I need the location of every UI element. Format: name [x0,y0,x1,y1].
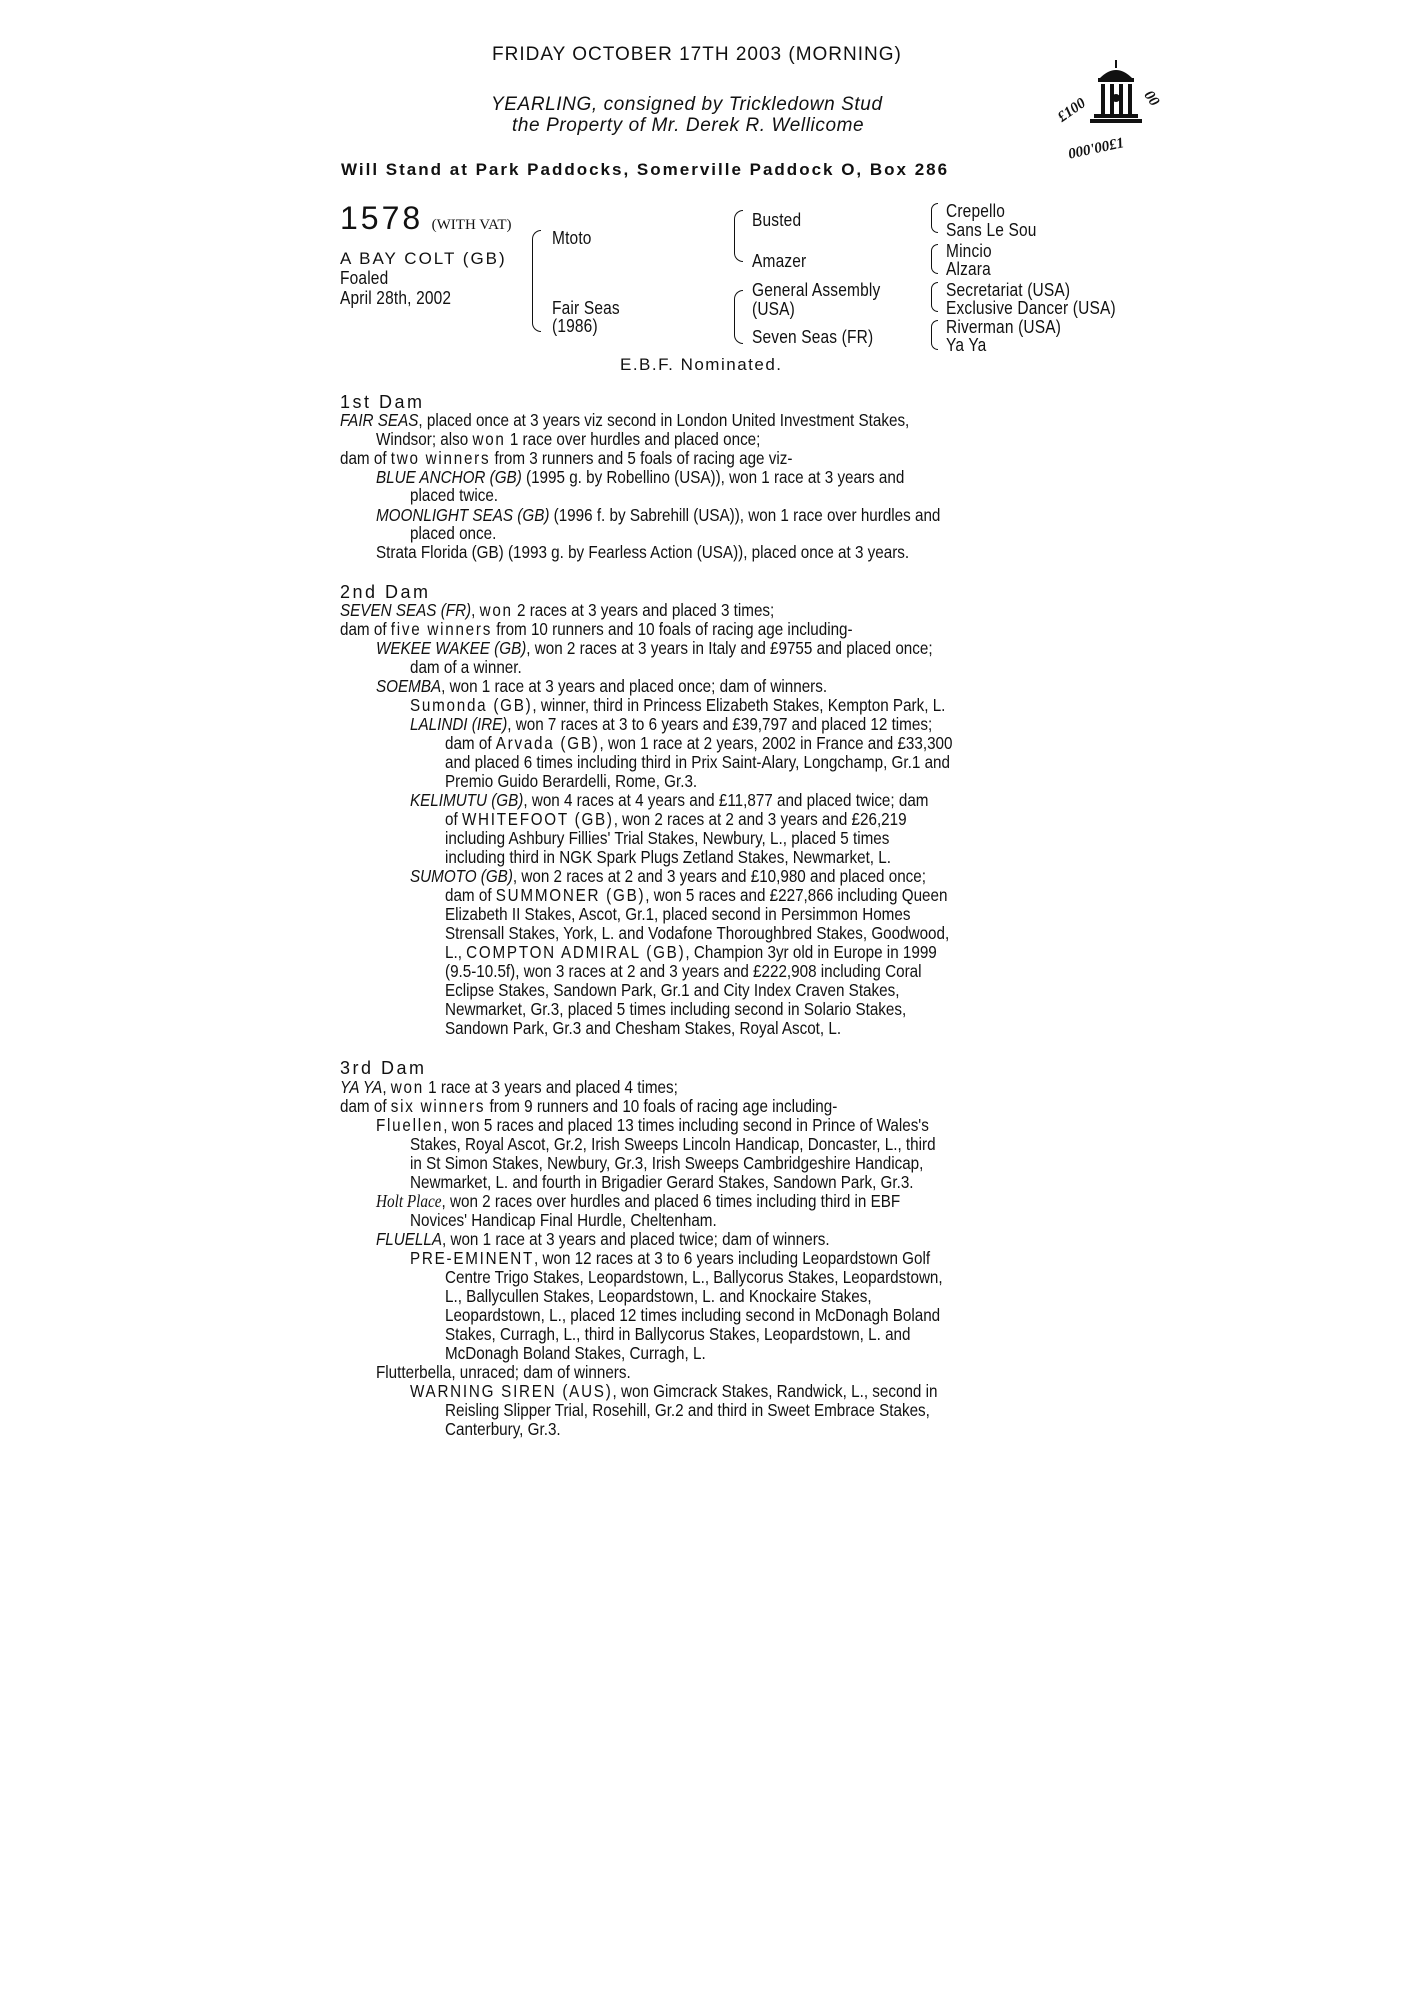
text-run: dam of [445,733,496,753]
text-run: Leopardstown, [445,1305,550,1325]
dam-year: (1986) [552,316,598,336]
text-run: dam of a winner. [410,657,522,677]
text-run: , won 2 races at 3 years in Italy and £9755 and placed once; [526,638,933,658]
text-run: and Chesham Stakes, Royal Ascot, [581,1018,829,1038]
consignor-line: YEARLING, consigned by Trickledown Stud [491,94,883,115]
text-run: SUMOTO (GB) [410,866,513,886]
text-run: SEVEN SEAS (FR) [340,600,472,620]
produce-record [445,1401,930,1420]
text-run: , Irish Sweeps Lincoln Handicap, Doncaster, [582,1134,885,1154]
text-run: Canterbury, [445,1419,528,1439]
text-run: including third in NGK Spark Plugs Zetland Stakes, Newmarket, [445,847,879,867]
text-run: from 3 runners and 5 foals of racing age viz- [490,448,793,468]
text-run: Fluellen [376,1115,444,1135]
text-run: won [390,1077,424,1097]
text-run: Sandown Park, [445,1018,553,1038]
third-dam-title: 3rd Dam [340,1058,427,1078]
text-run: Gr.1 [625,904,655,924]
produce-record [445,924,949,943]
produce-record [410,1173,914,1192]
text-run: 2 races at 3 years and placed 3 times; [512,600,775,620]
produce-record [445,886,947,905]
text-run: five winners [390,619,493,639]
produce-record [376,543,909,562]
text-run: , Ballycullen Stakes, Leopardstown, [457,1286,703,1306]
text-run: , placed 12 times including second in McDonagh Boland [561,1305,941,1325]
produce-record [410,1135,936,1154]
text-run: Gr.3 [527,1419,557,1439]
first-dam-line [340,449,792,468]
produce-record [410,524,496,543]
text-run: and third in Sweet Embrace Stakes, [683,1400,930,1420]
text-run: COMPTON ADMIRAL (GB) [466,942,686,962]
lot-number-block [340,200,512,237]
text-run: L. [868,1324,881,1344]
produce-record [445,734,952,753]
produce-record [445,981,899,1000]
text-run: Gr.3 [530,999,560,1019]
sales-logo [1050,58,1180,160]
text-run: MOONLIGHT SEAS (GB) [376,505,550,525]
text-run: Strensall Stakes, York, [445,923,602,943]
produce-record [445,753,950,772]
produce-record [445,1287,872,1306]
text-run: FAIR SEAS [340,410,419,430]
text-run: WHITEFOOT (GB) [461,809,614,829]
text-run: (1996 f. by Sabrehill (USA)), won 1 race over hurdles and [549,505,941,525]
third-dam-line [340,1097,837,1116]
text-run: , Ballycorus Stakes, Leopardstown, [704,1267,943,1287]
produce-record [445,1306,940,1325]
produce-record [410,867,926,886]
text-run: two winners [390,448,491,468]
grandsire-7: Riverman (USA) [946,317,1062,337]
text-run: L. [878,847,891,867]
text-run: L. [884,1134,898,1154]
dam-sire-line1: General Assembly [752,280,881,300]
text-run: BLUE ANCHOR (GB) [376,467,522,487]
sire-sire: Busted [752,210,802,230]
grandsire-1: Crepello [946,201,1006,221]
text-run: dam of [340,448,391,468]
text-run: L. [495,1172,509,1192]
text-run: , won 1 race at 3 years and placed twice; dam of winners. [442,1229,830,1249]
pedigree-brace [931,282,938,312]
text-run: L. [828,1018,842,1038]
text-run: from 10 runners and 10 foals of racing age including- [492,619,853,639]
vat-note: (WITH VAT) [431,217,512,233]
produce-record [445,1325,910,1344]
text-run: . [909,1172,914,1192]
first-dam-title: 1st Dam [340,392,425,412]
text-run: Novices' Handicap Final Hurdle, Cheltenham. [410,1210,717,1230]
text-run: WARNING SIREN (AUS) [410,1381,613,1401]
text-run: won [479,600,513,620]
foaled-label: Foaled [340,268,389,288]
text-run: Gr.3 [880,1172,910,1192]
text-run: dam of [340,1096,391,1116]
grandsire-3: Mincio [946,241,992,261]
text-run: , won 5 races and £227,866 including Queen [645,885,948,905]
produce-record [410,1154,923,1173]
lot-number: 1578 [340,200,424,236]
text-run: and [920,752,950,772]
text-run: L. [445,942,458,962]
text-run: Gr.2 [654,1400,684,1420]
produce-record [376,677,827,696]
text-run: dam of [340,619,391,639]
text-run: Gr.3 [664,771,693,791]
birth-date: April 28th, 2002 [340,288,452,308]
text-run: L. [702,1286,716,1306]
text-run: , third [897,1134,936,1154]
text-run: and [880,1324,911,1344]
grandsire-8: Ya Ya [946,335,987,355]
text-run: in St Simon Stakes, Newbury, [410,1153,615,1173]
text-run: SUMMONER (GB) [495,885,646,905]
text-run: , won 1 race at 3 years and placed once; dam of winners. [441,676,828,696]
text-run: , won 5 races and placed 13 times including second in Prince of Wales's [443,1115,929,1135]
text-run: Eclipse Stakes, Sandown Park, [445,980,661,1000]
produce-record [445,848,891,867]
text-run: Gr.1 [891,752,921,772]
produce-record [445,1000,906,1019]
grandsire-6: Exclusive Dancer (USA) [946,298,1116,318]
third-dam-section [340,1078,1100,1458]
text-run: Reisling Slipper Trial, Rosehill, [445,1400,655,1420]
dam-sire-line2: (USA) [752,299,795,319]
text-run: and Knockaire Stakes, [715,1286,872,1306]
produce-record [376,1116,929,1135]
text-run: from 9 runners and 10 foals of racing age including- [485,1096,838,1116]
pedigree-brace [734,290,743,344]
text-run: , placed 5 times including second in Solario Stakes, [559,999,907,1019]
text-run: six winners [390,1096,486,1116]
text-run: placed once. [410,523,497,543]
text-run: Stakes, Royal Ascot, [410,1134,554,1154]
dam-dam: Seven Seas (FR) [752,327,874,347]
text-run: L. [770,828,783,848]
second-dam-line [340,601,774,620]
text-run: L. [692,1267,705,1287]
text-run: KELIMUTU (GB) [410,790,524,810]
text-run: L. [563,1324,577,1344]
text-run: Centre Trigo Stakes, Leopardstown, [445,1267,693,1287]
text-run: and City Index Craven Stakes, [689,980,900,1000]
text-run: , placed once at 3 years viz second in London United Investment Stakes, [418,410,910,430]
svg-text:000'00£1: 000'00£1 [1066,135,1126,160]
produce-record [445,905,910,924]
text-run: LALINDI (IRE) [410,714,508,734]
pedigree-brace [532,230,541,332]
svg-text:£100: £100 [1055,95,1089,126]
text-run: , Champion 3yr old in Europe in 1999 [685,942,937,962]
text-run: Holt Place [376,1191,442,1211]
text-run: Gr.1 [660,980,690,1000]
owner-line: the Property of Mr. Derek R. Wellicome [512,115,865,136]
text-run: WEKEE WAKEE (GB) [376,638,527,658]
text-run: YA YA [340,1077,383,1097]
grandsire-2: Sans Le Sou [946,220,1037,240]
text-run: , placed 5 times [782,828,890,848]
produce-record [410,696,945,715]
produce-record [445,1420,561,1439]
text-run: 1 race over hurdles and placed once; [505,429,761,449]
text-run: Sumonda (GB) [410,695,533,715]
text-run: , winner, third in Princess Elizabeth Stakes, Kempton Park, [532,695,933,715]
produce-record [445,810,907,829]
lot-description: A BAY COLT (GB) [340,249,507,268]
produce-record [410,1211,717,1230]
produce-record [410,486,498,505]
text-run: and placed 6 times including third in Prix Saint-Alary, Longchamp, [445,752,892,772]
produce-record [445,1344,706,1363]
third-dam-line [340,1078,678,1097]
dam-name: Fair Seas [552,298,620,318]
grandsire-4: Alzara [946,259,991,279]
text-run: , [457,942,467,962]
text-run: Elizabeth II Stakes, Ascot, [445,904,626,924]
text-run: SOEMBA [376,676,442,696]
produce-record [445,1268,943,1287]
text-run: (9.5-10.5f), won 3 races at 2 and 3 years and £222,908 including Coral [445,961,922,981]
stand-location: Will Stand at Park Paddocks, Somerville Paddock O, Box 286 [341,160,950,179]
sire-dam: Amazer [752,251,807,271]
text-run: Flutterbella, unraced; dam of winners. [376,1362,631,1382]
text-run: , won Gimcrack Stakes, Randwick, [612,1381,852,1401]
text-run: Stakes, Curragh, [445,1324,564,1344]
produce-record [410,658,522,677]
text-run: and fourth in Brigadier Gerard Stakes, Sandown Park, [508,1172,881,1192]
text-run: L. [445,1286,458,1306]
second-dam-title: 2nd Dam [340,582,431,602]
text-run: PRE-EMINENT [410,1248,535,1268]
pedigree-brace [931,203,938,233]
text-run: Gr.2 [553,1134,583,1154]
text-run: , placed second in Persimmon Homes [654,904,911,924]
rotunda-icon [1050,58,1180,160]
produce-record [376,1230,830,1249]
text-run: . [556,1419,561,1439]
text-run: of [445,809,462,829]
produce-record [410,1249,930,1268]
first-dam-line [340,411,909,430]
text-run: L. [851,1381,864,1401]
text-run: 1 race at 3 years and placed 4 times; [423,1077,678,1097]
text-run: , won 4 races at 4 years and £11,877 and placed twice; dam [523,790,929,810]
produce-record [445,962,922,981]
text-run: , won 12 races at 3 to 6 years including Leopardstown Golf [534,1248,931,1268]
text-run: L. [692,1343,706,1363]
text-run: , Irish Sweeps Cambridgeshire Handicap, [643,1153,924,1173]
text-run: , second in [863,1381,938,1401]
text-run: FLUELLA [376,1229,443,1249]
text-run: (1995 g. by Robellino (USA)), won 1 race at 3 years and [521,467,905,487]
first-dam-line [376,430,760,449]
produce-record [410,1382,937,1401]
produce-record [445,772,697,791]
svg-text:00: 00 [1140,87,1163,110]
pedigree-brace [734,210,743,262]
text-run: . [692,771,698,791]
text-run: L. [549,1305,562,1325]
text-run: , [471,600,480,620]
text-run: , won 2 races at 2 and 3 years and £10,980 and placed once; [512,866,926,886]
produce-record [445,829,889,848]
produce-record [410,715,932,734]
produce-record [376,1192,900,1211]
second-dam-line [340,620,853,639]
text-run: , third in Ballycorus Stakes, Leopardstown, [576,1324,869,1344]
text-run: , won 2 races over hurdles and placed 6 times including third in EBF [441,1191,901,1211]
text-run: , won 2 races at 2 and 3 years and £26,219 [613,809,907,829]
text-run: L. [932,695,946,715]
text-run: including Ashbury Fillies' Trial Stakes, Newbury, [445,828,771,848]
sale-date: FRIDAY OCTOBER 17TH 2003 (MORNING) [492,44,902,65]
produce-record [410,791,928,810]
produce-record [376,1363,631,1382]
text-run: McDonagh Boland Stakes, Curragh, [445,1343,693,1363]
text-run: Newmarket, [410,1172,496,1192]
text-run: Newmarket, [445,999,531,1019]
text-run: , won 1 race at 2 years, 2002 in France and £33,300 [599,733,953,753]
pedigree-brace [931,244,938,274]
sire-name: Mtoto [552,228,592,248]
text-run: , [382,1077,391,1097]
text-run: dam of [445,885,496,905]
second-dam-section [340,601,1100,1041]
text-run: Gr.3 [552,1018,582,1038]
text-run: Arvada (GB) [495,733,600,753]
produce-record [445,1019,841,1038]
text-run: , won 7 races at 3 to 6 years and £39,797 and placed 12 times; [507,714,933,734]
text-run: Windsor; also [376,429,473,449]
text-run: Premio Guido Berardelli, Rome, [445,771,665,791]
text-run: and Vodafone Thoroughbred Stakes, Goodwood, [614,923,950,943]
pedigree-brace [931,320,938,350]
text-run: won [472,429,506,449]
text-run: L. [601,923,615,943]
produce-record [445,943,937,962]
grandsire-5: Secretariat (USA) [946,280,1071,300]
first-dam-section [340,411,1100,571]
ebf-nomination: E.B.F. Nominated. [620,355,783,374]
text-run: Strata Florida (GB) (1993 g. by Fearless Action (USA)), placed once at 3 years. [376,542,910,562]
produce-record [376,639,933,658]
text-run: placed twice. [410,485,499,505]
text-run: Gr.3 [614,1153,644,1173]
